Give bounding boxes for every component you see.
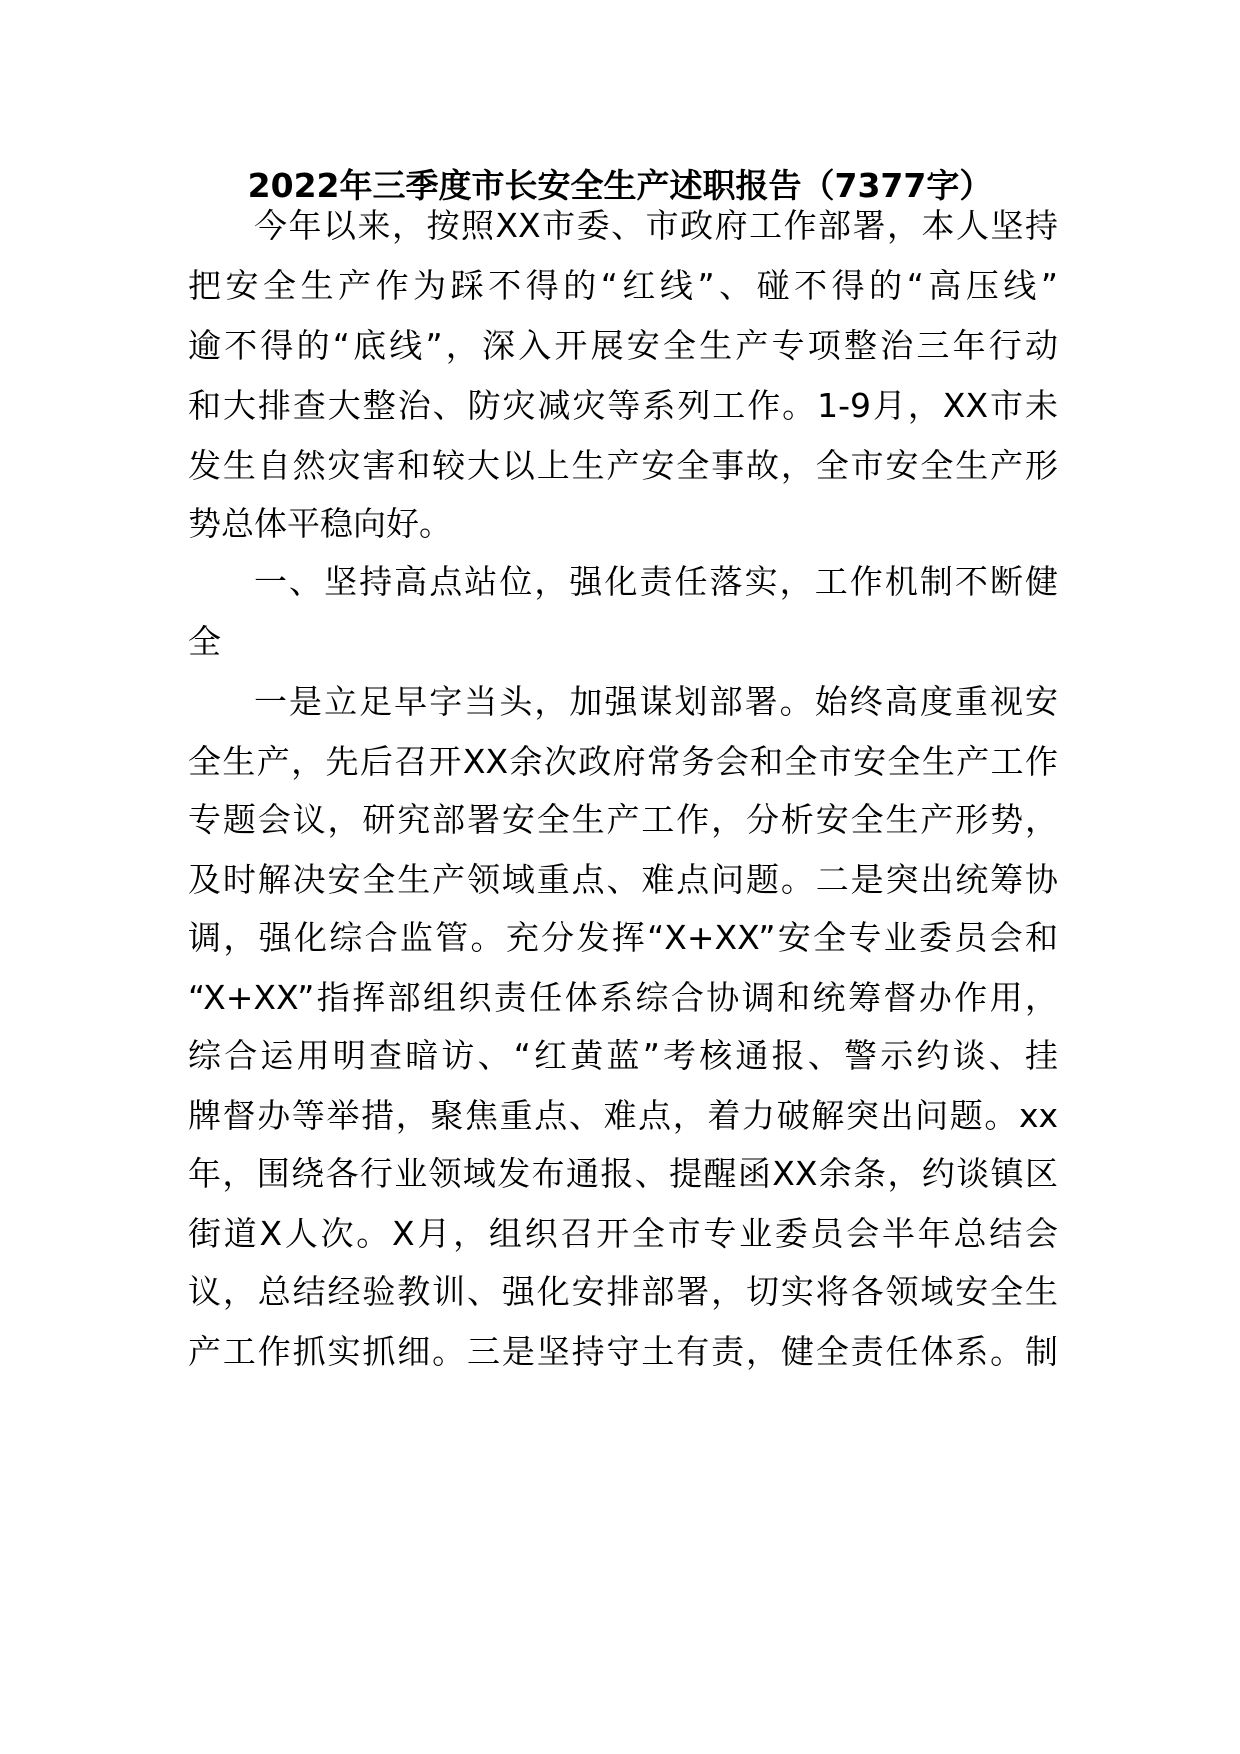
paragraph-line: 一是立足早字当头，加强谋划部署。始终高度重视安 [254,682,1058,721]
paragraph-line: 牌督办等举措，聚焦重点、难点，着力破解突出问题。xx [188,1096,1058,1135]
section-heading-line: 一、坚持高点站位，强化责任落实，工作机制不断健 [254,562,1058,601]
paragraph-line: 逾不得的“底线”，深入开展安全生产专项整治三年行动 [188,326,1058,365]
paragraph-line: 势总体平稳向好。 [188,504,452,543]
paragraph-line: “X+XX”指挥部组织责任体系综合协调和统筹督办作用， [188,978,1058,1017]
paragraph-line: 发生自然灾害和较大以上生产安全事故，全市安全生产形 [188,446,1058,485]
paragraph-line: 议，总结经验教训、强化安排部署，切实将各领域安全生 [188,1272,1058,1311]
document-title: 2022年三季度市长安全生产述职报告（7377字） [247,166,993,205]
paragraph-line: 今年以来，按照XX市委、市政府工作部署，本人坚持 [254,206,1058,245]
paragraph-line: 专题会议，研究部署安全生产工作，分析安全生产形势， [188,800,1058,839]
paragraph-line: 和大排查大整治、防灾减灾等系列工作。1-9月，XX市未 [188,386,1058,425]
paragraph-line: 综合运用明查暗访、“红黄蓝”考核通报、警示约谈、挂 [188,1036,1058,1075]
paragraph-line: 把安全生产作为踩不得的“红线”、碰不得的“高压线” [188,266,1058,305]
section-heading-line: 全 [188,622,221,661]
paragraph-line: 及时解决安全生产领域重点、难点问题。二是突出统筹协 [188,860,1058,899]
paragraph-line: 全生产，先后召开XX余次政府常务会和全市安全生产工作 [188,742,1058,781]
paragraph-line: 产工作抓实抓细。三是坚持守土有责，健全责任体系。制 [188,1332,1058,1371]
paragraph-line: 年，围绕各行业领域发布通报、提醒函XX余条，约谈镇区 [188,1154,1058,1193]
paragraph-line: 调，强化综合监管。充分发挥“X+XX”安全专业委员会和 [188,918,1058,957]
paragraph-line: 街道X人次。X月，组织召开全市专业委员会半年总结会 [188,1214,1058,1253]
